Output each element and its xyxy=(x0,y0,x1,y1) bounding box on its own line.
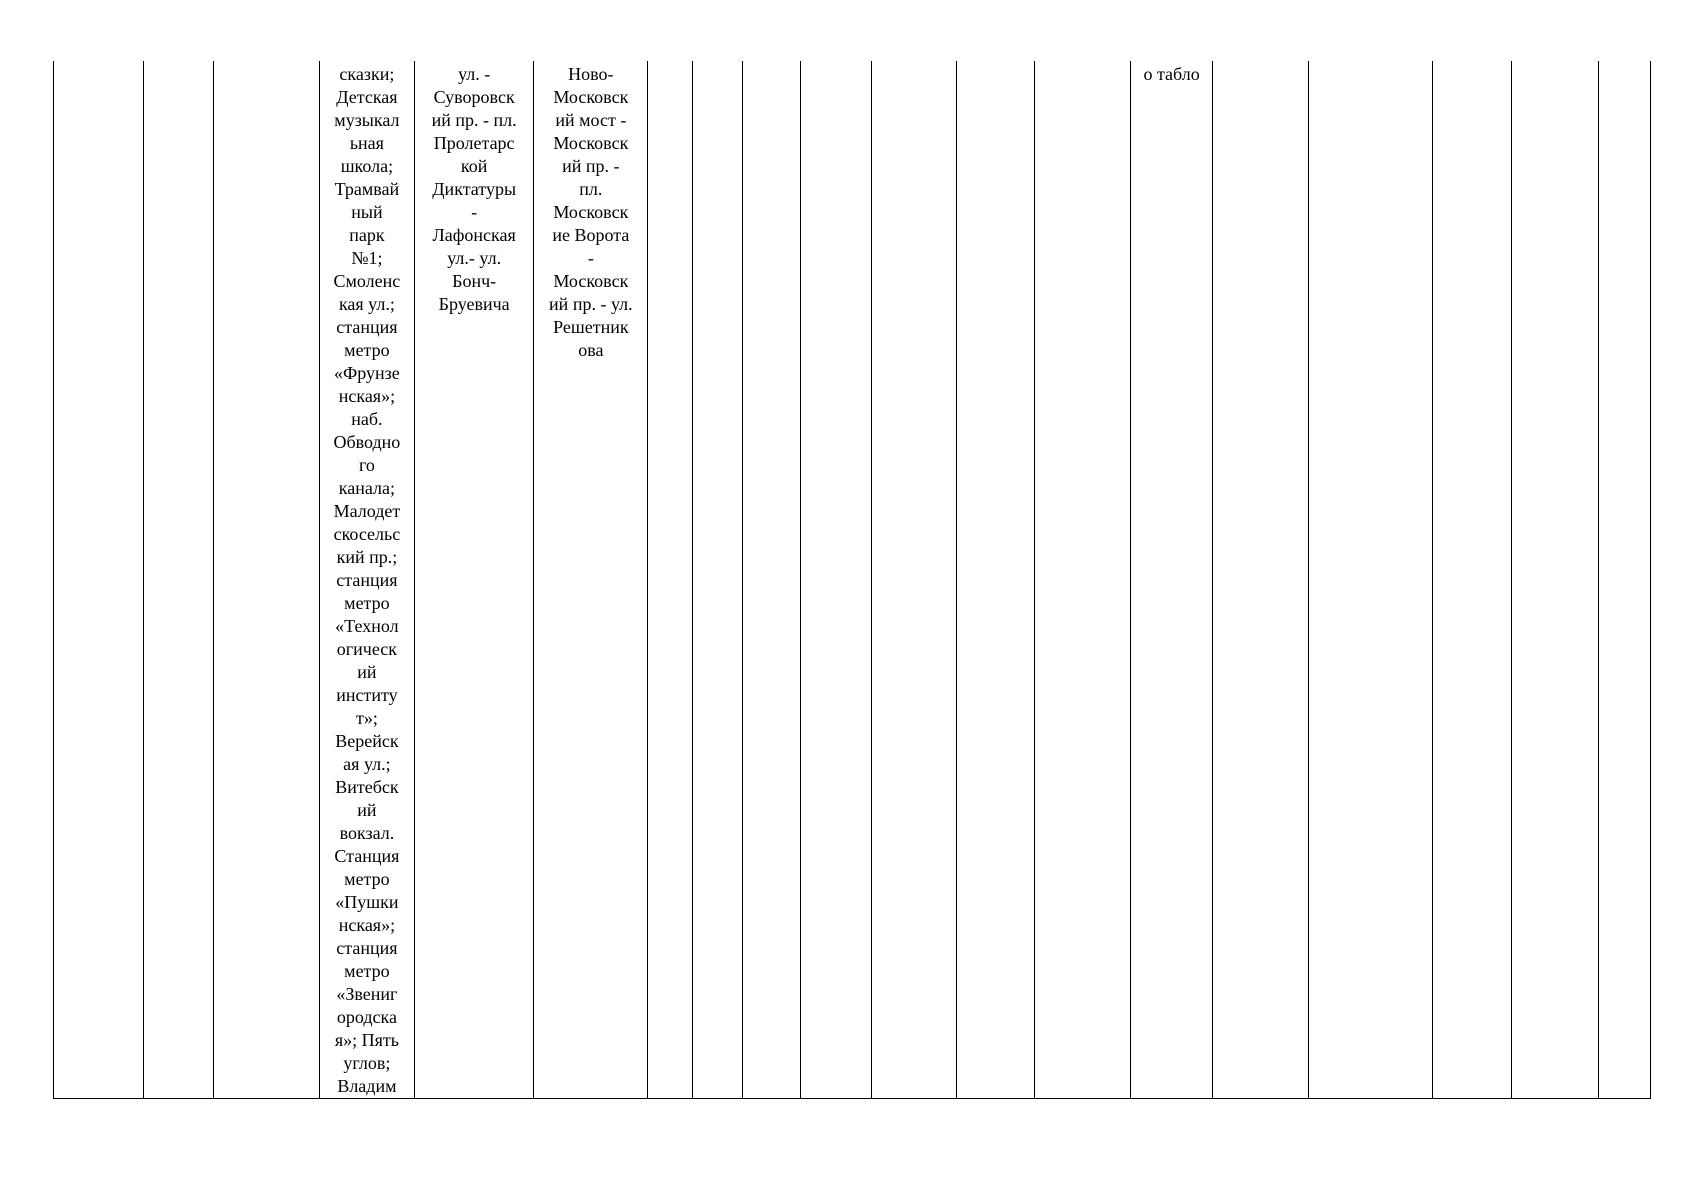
table-cell-board xyxy=(1130,61,1213,1099)
table-cell-16 xyxy=(1308,61,1433,1099)
table-cell-9 xyxy=(742,61,801,1099)
route-forward-text: ул. - Суворовск ий пр. - пл. Пролетарс кой Диктатуры - Лафонская ул.- ул. Бонч- Бруевича xyxy=(431,64,517,314)
stops-text: сказки; Детская музыкал ьная школа; Трамвай ный парк №1; Смоленс кая ул.; станция метро «Фрунзе нская»; наб. Обводно го канала; Малодет скосельс кий пр.; станция метро «Технол огическ ий институ т»; Верейск ая ул.; Витебск ий вокзал. Станция метро «Пушки нская»; станция метро «Звениг ородска я»; Пять углов; Владим xyxy=(333,64,401,1096)
table-cell-10 xyxy=(801,61,872,1099)
board-text: о табло xyxy=(1143,64,1200,84)
table-cell-route-backward xyxy=(534,61,648,1099)
route-table xyxy=(53,61,1651,1099)
table-cell-13 xyxy=(1034,61,1130,1099)
table-cell-2 xyxy=(144,61,214,1099)
table-row xyxy=(54,61,1651,1099)
table-cell-19 xyxy=(1598,61,1650,1099)
table-cell-12 xyxy=(957,61,1034,1099)
table-cell-17 xyxy=(1433,61,1511,1099)
table-cell-stops xyxy=(319,61,414,1099)
table-cell-8 xyxy=(693,61,742,1099)
table-cell-18 xyxy=(1511,61,1598,1099)
table-cell-3 xyxy=(214,61,320,1099)
table-cell-7 xyxy=(648,61,693,1099)
table-cell-route-forward xyxy=(415,61,534,1099)
table-cell-15 xyxy=(1213,61,1308,1099)
route-backward-text: Ново- Московск ий мост - Московск ий пр. - пл. Московск ие Ворота - Московск ий пр. - ул. Решетник ова xyxy=(549,64,633,360)
table-cell-1 xyxy=(54,61,144,1099)
table-cell-11 xyxy=(872,61,957,1099)
